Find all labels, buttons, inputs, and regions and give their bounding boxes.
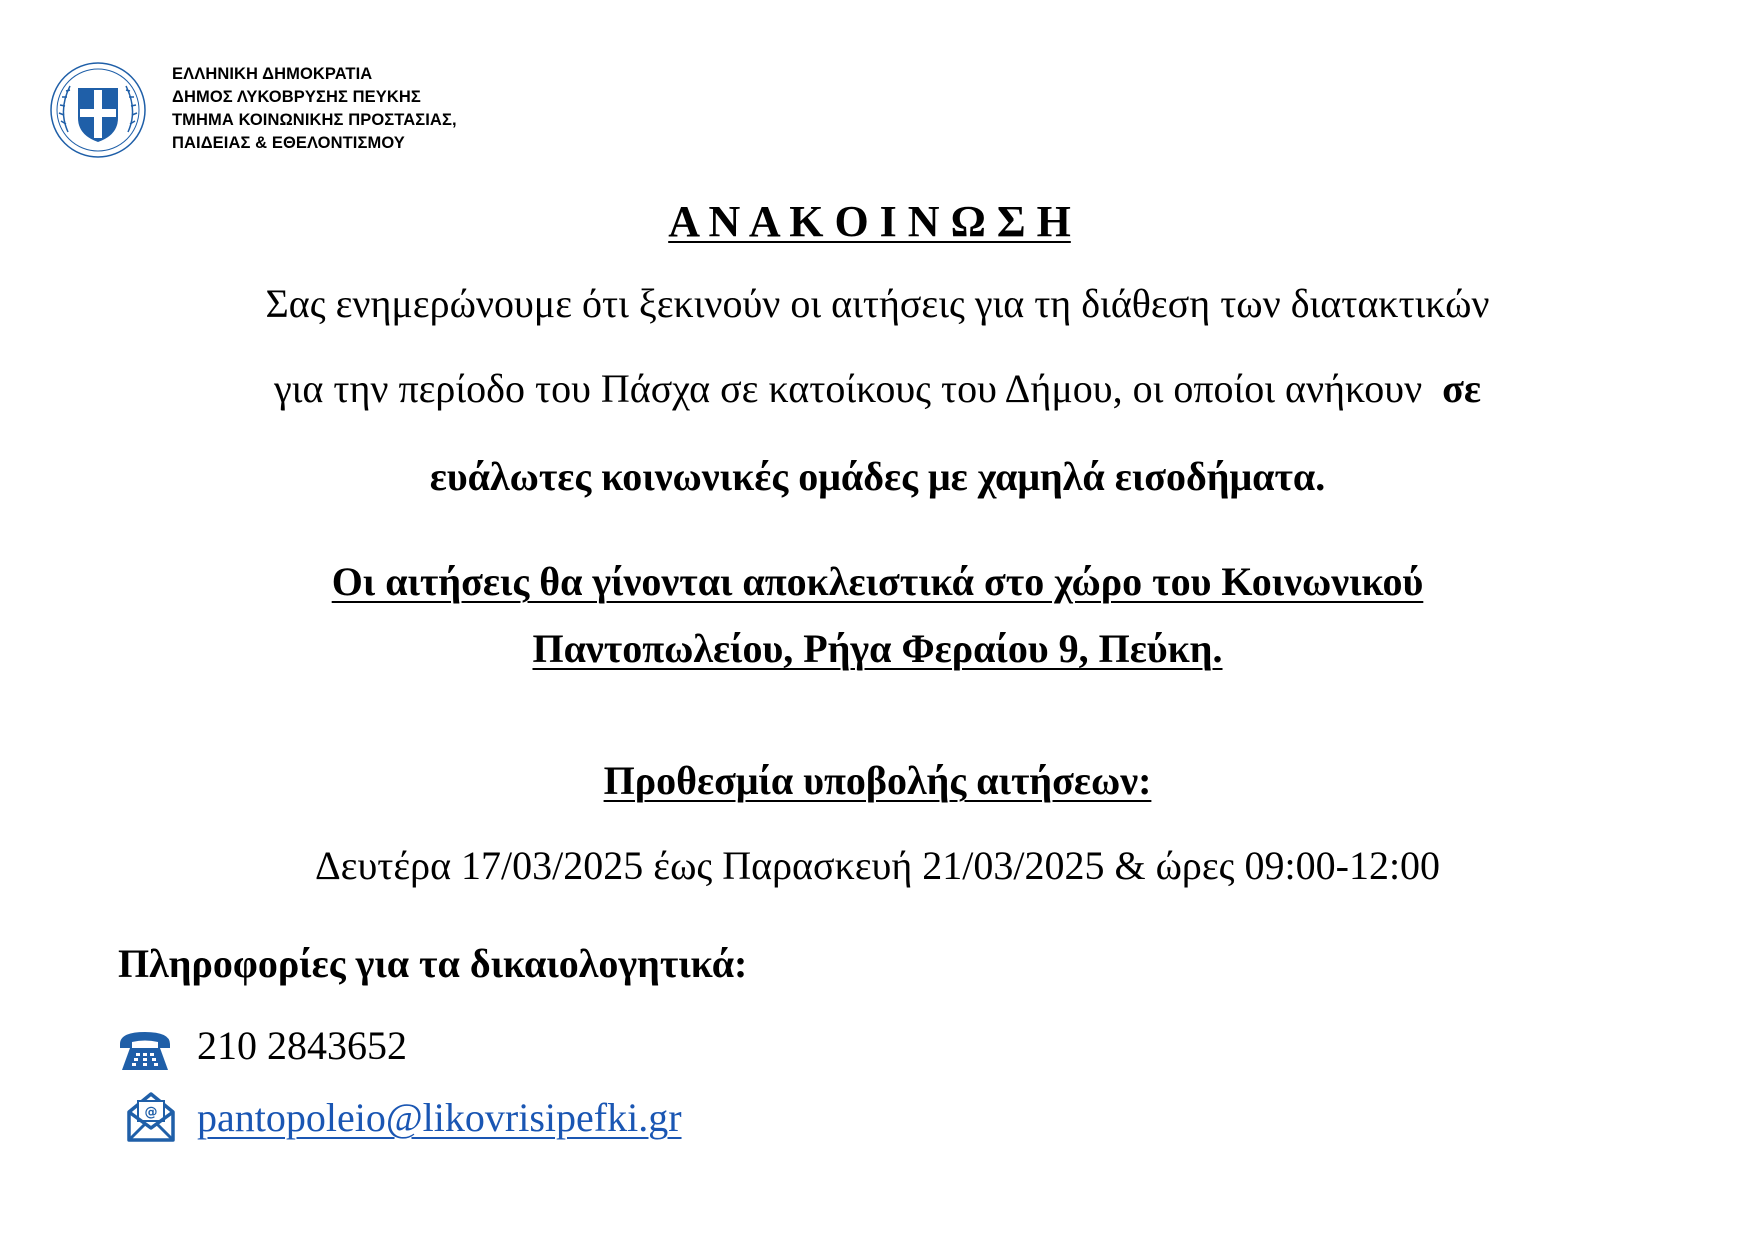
announcement-title: Α Ν Α Κ Ο Ι Ν Ω Σ Η — [668, 197, 1071, 246]
header-line: ΔΗΜΟΣ ΛΥΚΟΒΡΥΣΗΣ ΠΕΥΚΗΣ — [172, 88, 421, 106]
intro-line-2 — [0, 365, 1755, 413]
telephone-icon — [116, 1028, 174, 1074]
deadline-heading: Προθεσμία υποβολής αιτήσεων: — [603, 758, 1152, 803]
location-line-2: Παντοπωλείου, Ρήγα Φεραίου 9, Πεύκη. — [532, 626, 1223, 671]
issuer-header — [172, 63, 457, 155]
intro-line-2-regular: για την περίοδο του Πάσχα σε κατοίκους του Δήμου, οι οποίοι ανήκουν — [273, 366, 1443, 411]
deadline-dates: Δευτέρα 17/03/2025 έως Παρασκευή 21/03/2025 & ώρες 09:00-12:00 — [314, 843, 1441, 888]
intro-line-3: ευάλωτες κοινωνικές ομάδες με χαμηλά εισοδήματα. — [429, 454, 1326, 499]
intro-line-1: Σας ενημερώνουμε ότι ξεκινούν οι αιτήσεις για τη διάθεση των διατακτικών — [265, 281, 1490, 326]
phone-number: 210 2843652 — [197, 1023, 407, 1068]
header-line: ΕΛΛΗΝΙΚΗ ΔΗΜΟΚΡΑΤΙΑ — [172, 65, 373, 83]
hellenic-emblem-icon — [48, 60, 148, 160]
info-heading: Πληροφορίες για τα δικαιολογητικά: — [118, 941, 748, 986]
header-line: ΤΜΗΜΑ ΚΟΙΝΩΝΙΚΗΣ ΠΡΟΣΤΑΣΙΑΣ, — [172, 111, 457, 129]
intro-line-2-bold: σε — [1442, 366, 1482, 411]
header-line: ΠΑΙΔΕΙΑΣ & ΕΘΕΛΟΝΤΙΣΜΟΥ — [172, 134, 405, 152]
email-link[interactable]: pantopoleio@likovrisipefki.gr — [197, 1095, 682, 1140]
svg-text:@: @ — [144, 1105, 158, 1120]
location-line-1: Οι αιτήσεις θα γίνονται αποκλειστικά στο χώρο του Κοινωνικού — [331, 559, 1424, 604]
email-icon — [125, 1088, 177, 1144]
